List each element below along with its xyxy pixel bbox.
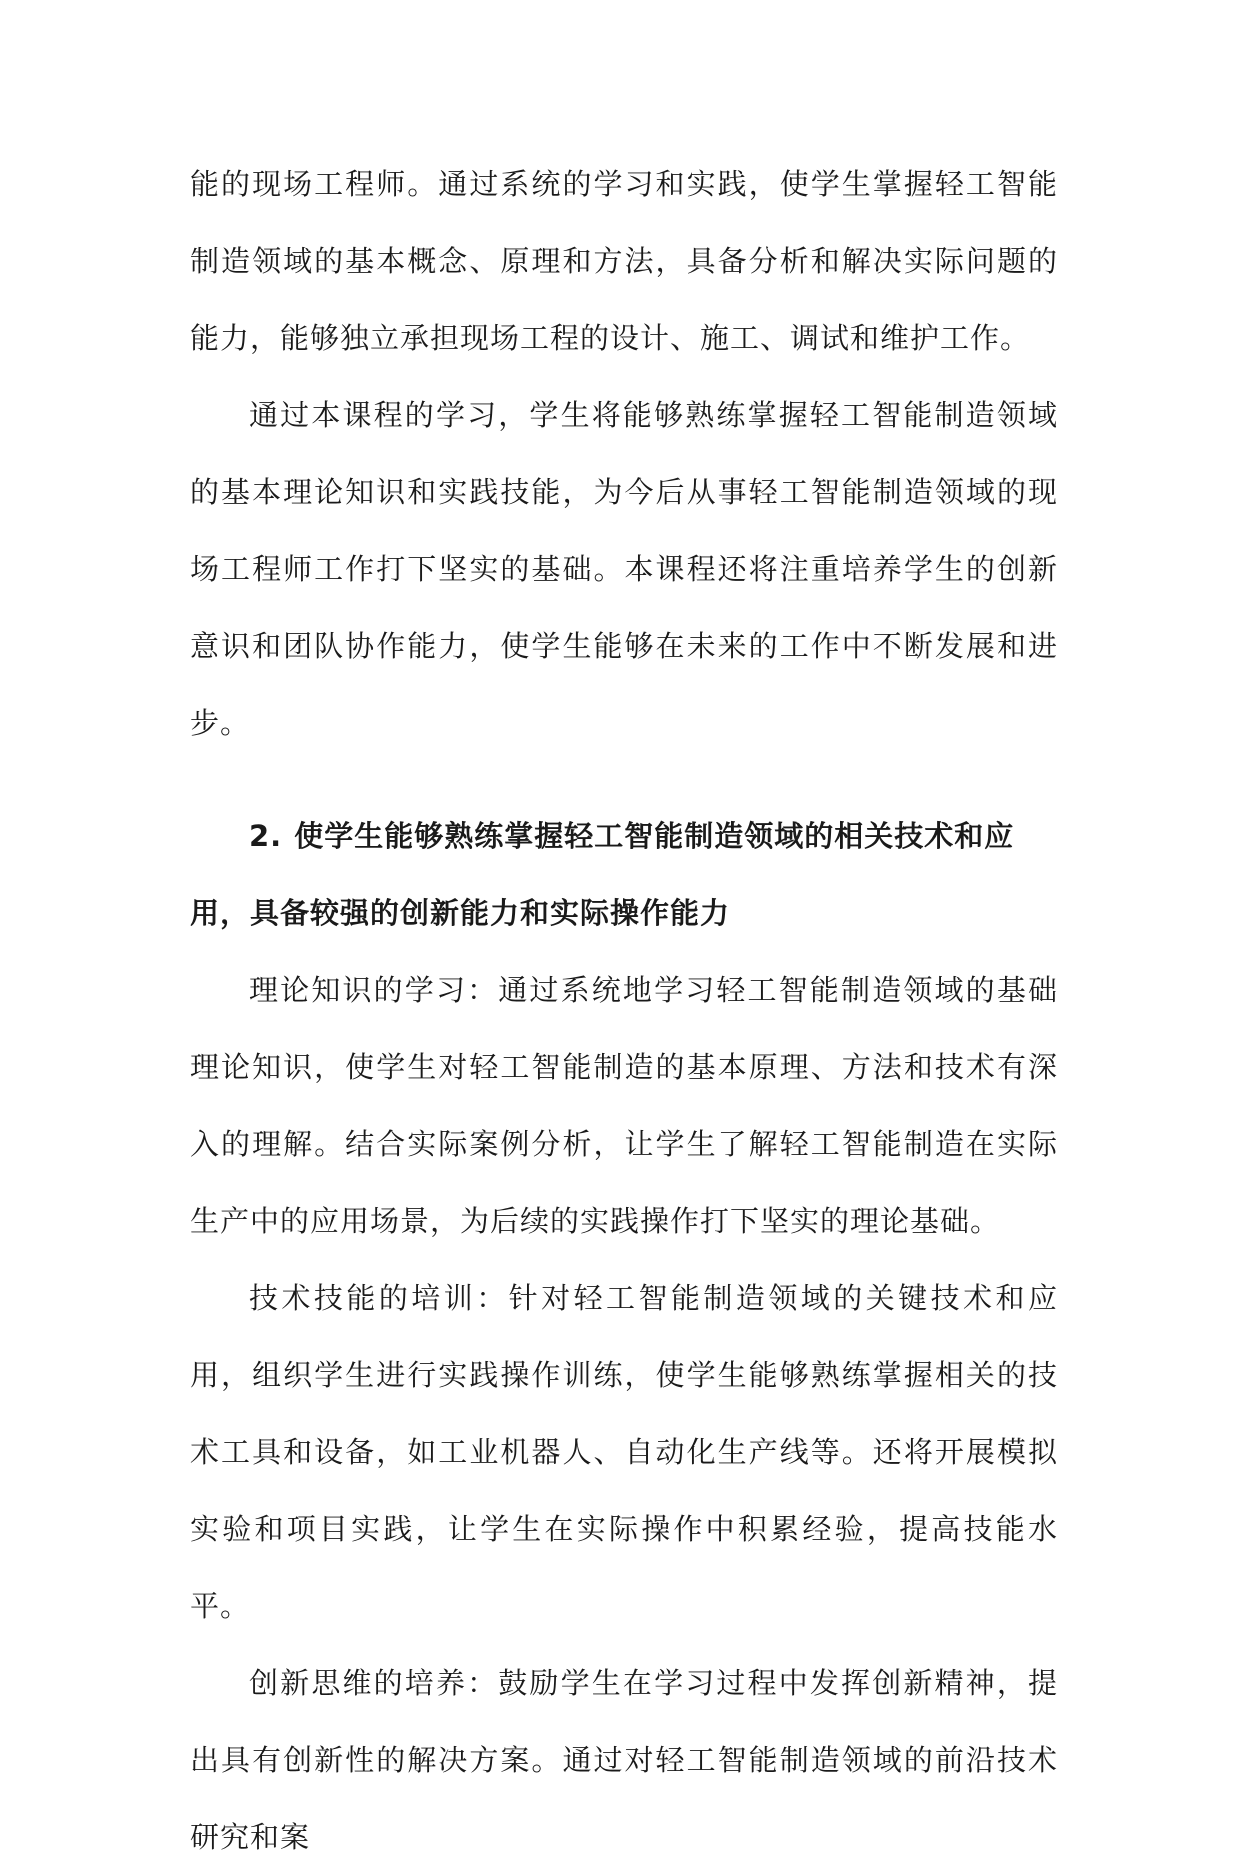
document-body (190, 146, 1058, 1876)
body-paragraph: 通过本课程的学习，学生将能够熟练掌握轻工智能制造领域的基本理论知识和实践技能，为今后从事轻工智能制造领域的现场工程师工作打下坚实的基础。本课程还将注重培养学生的创新意识和团队协作能力，使学生能够在未来的工作中不断发展和进步。 (190, 398, 1058, 740)
section-heading (190, 798, 1058, 952)
body-paragraph: 理论知识的学习：通过系统地学习轻工智能制造领域的基础理论知识，使学生对轻工智能制造的基本原理、方法和技术有深入的理解。结合实际案例分析，让学生了解轻工智能制造在实际生产中的应用场景，为后续的实践操作打下坚实的理论基础。 (190, 973, 1058, 1238)
body-paragraph-continued: 能的现场工程师。通过系统的学习和实践，使学生掌握轻工智能制造领域的基本概念、原理和方法，具备分析和解决实际问题的能力，能够独立承担现场工程的设计、施工、调试和维护工作。 (190, 167, 1058, 355)
section-number: 2. (249, 819, 283, 853)
section-title: 使学生能够熟练掌握轻工智能制造领域的相关技术和应用，具备较强的创新能力和实际操作能力 (190, 819, 1015, 930)
body-paragraph: 技术技能的培训：针对轻工智能制造领域的关键技术和应用，组织学生进行实践操作训练，使学生能够熟练掌握相关的技术工具和设备，如工业机器人、自动化生产线等。还将开展模拟实验和项目实践，让学生在实际操作中积累经验，提高技能水平。 (190, 1281, 1058, 1623)
body-paragraph: 创新思维的培养：鼓励学生在学习过程中发挥创新精神，提出具有创新性的解决方案。通过对轻工智能制造领域的前沿技术研究和案 (190, 1666, 1058, 1854)
